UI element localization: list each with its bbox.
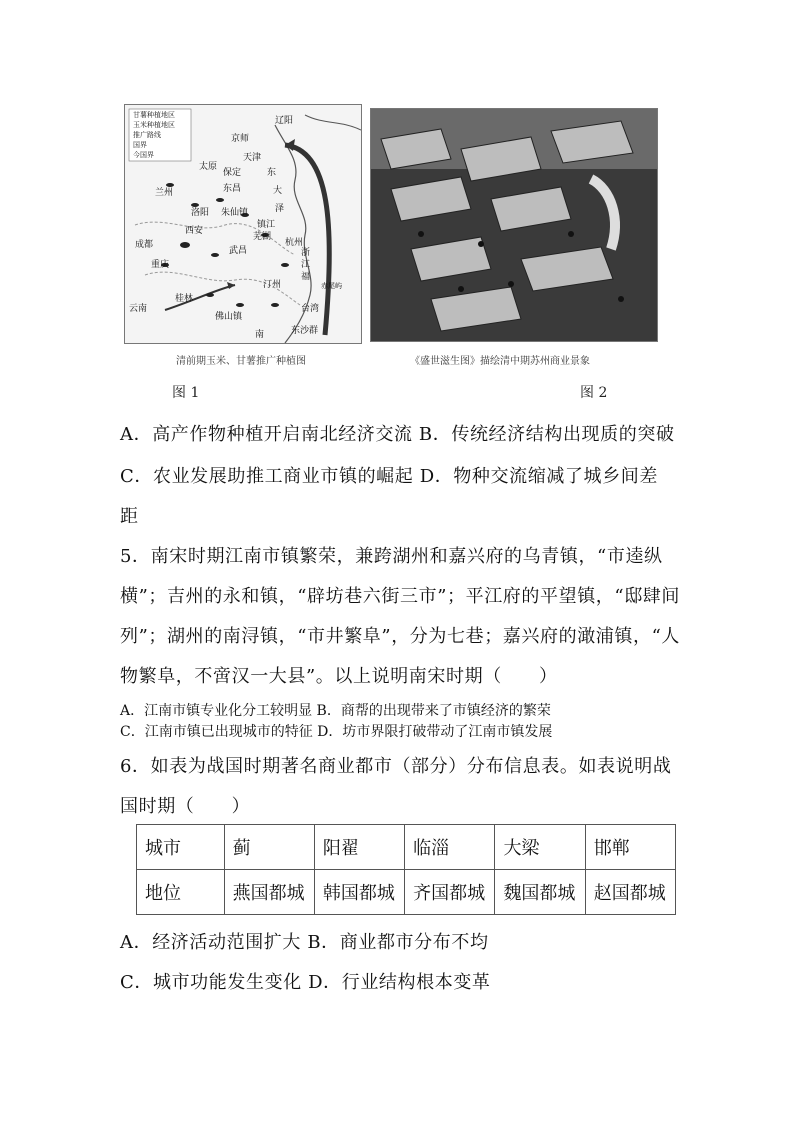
place-label: 辽阳 <box>275 116 294 126</box>
place-label: 镇江 <box>257 220 276 230</box>
legend-item: 今国界 <box>133 151 154 159</box>
q5-option-cd: C．江南市镇已出现城市的特征 D．坊市界限打破带动了江南市镇发展 <box>120 724 553 740</box>
table-cell: 齐国都城 <box>405 870 495 915</box>
place-label: 赤尾屿 <box>321 282 342 290</box>
place-label: 江 <box>301 260 311 270</box>
figure-1-map <box>124 104 362 344</box>
table-row <box>137 870 676 915</box>
q4-option-ab: A．高产作物种植开启南北经济交流 B．传统经济结构出现质的突破 <box>120 424 675 445</box>
q5-stem-line: 横”；吉州的永和镇，“辟坊巷六街三市”；平江府的平望镇，“邸肆间 <box>120 586 681 607</box>
place-label: 福 <box>301 272 311 282</box>
place-label: 桂林 <box>175 294 194 304</box>
commerce-city-table <box>136 824 676 915</box>
table-cell: 燕国都城 <box>224 870 314 915</box>
place-label: 芜湖 <box>253 232 272 242</box>
table-cell: 临淄 <box>405 825 495 870</box>
place-label: 兰州 <box>155 188 174 198</box>
table-cell: 大梁 <box>495 825 585 870</box>
table-cell: 城市 <box>137 825 225 870</box>
place-label: 京师 <box>231 134 250 144</box>
q6-stem-line: 国时期（ ） <box>120 796 251 817</box>
q5-stem-line: 物繁阜，不啻汉一大县”。以上说明南宋时期（ ） <box>120 666 558 687</box>
legend-item: 甘薯种植地区 <box>133 111 175 119</box>
map-legend <box>133 110 175 160</box>
place-label: 西安 <box>185 226 204 236</box>
table-cell: 邯郸 <box>585 825 675 870</box>
figure-2-label: 图 2 <box>580 385 608 401</box>
place-label: 保定 <box>223 168 242 178</box>
place-label: 佛山镇 <box>215 312 243 322</box>
place-label: 东沙群 <box>291 326 319 336</box>
place-label: 泽 <box>275 204 285 214</box>
place-label: 汀州 <box>263 280 282 290</box>
q6-stem-line: 6．如表为战国时期著名商业都市（部分）分布信息表。如表说明战 <box>120 756 672 777</box>
table-cell: 魏国都城 <box>495 870 585 915</box>
q5-stem-line: 列”；湖州的南浔镇，“市井繁阜”，分为七巷；嘉兴府的澉浦镇，“人 <box>120 626 681 647</box>
place-label: 重庆 <box>151 260 170 270</box>
place-label: 杭州 <box>285 238 304 248</box>
place-label: 东昌 <box>223 184 242 194</box>
place-label: 成都 <box>135 240 154 250</box>
table-cell: 韩国都城 <box>314 870 404 915</box>
legend-item: 玉米种植地区 <box>133 121 175 129</box>
place-label: 武昌 <box>229 246 248 256</box>
place-label: 浙 <box>301 248 311 258</box>
place-label: 台湾 <box>301 304 320 314</box>
figure-1-caption: 清前期玉米、甘薯推广种植图 <box>176 356 306 367</box>
legend-item: 推广路线 <box>133 131 161 139</box>
place-label: 大 <box>273 186 283 196</box>
table-cell: 阳翟 <box>314 825 404 870</box>
place-label: 东 <box>267 168 277 178</box>
place-label: 太原 <box>199 162 218 172</box>
place-label: 洛阳 <box>191 208 210 218</box>
table-cell: 蓟 <box>224 825 314 870</box>
table-cell: 赵国都城 <box>585 870 675 915</box>
figure-2-painting <box>370 108 658 342</box>
painting-graphic <box>371 109 657 341</box>
q5-option-ab: A．江南市镇专业化分工较明显 B．商帮的出现带来了市镇经济的繁荣 <box>120 703 551 719</box>
q6-option-ab: A．经济活动范围扩大 B．商业都市分布不均 <box>120 932 489 953</box>
place-label: 南 <box>255 330 265 340</box>
q5-stem-line: 5．南宋时期江南市镇繁荣，兼跨湖州和嘉兴府的乌青镇，“市逵纵 <box>120 546 663 567</box>
legend-item: 国界 <box>133 141 147 149</box>
place-label: 朱仙镇 <box>221 208 249 218</box>
q6-option-cd: C．城市功能发生变化 D．行业结构根本变革 <box>120 972 491 993</box>
table-cell: 地位 <box>137 870 225 915</box>
q4-option-cd: C．农业发展助推工商业市镇的崛起 D．物种交流缩减了城乡间差 <box>120 466 658 487</box>
place-label: 天津 <box>243 153 262 163</box>
place-label: 云南 <box>129 304 148 314</box>
q4-option-wrap: 距 <box>120 506 139 527</box>
table-row <box>137 825 676 870</box>
figure-2-caption: 《盛世滋生图》描绘清中期苏州商业景象 <box>410 356 590 367</box>
figure-1-label: 图 1 <box>172 385 200 401</box>
